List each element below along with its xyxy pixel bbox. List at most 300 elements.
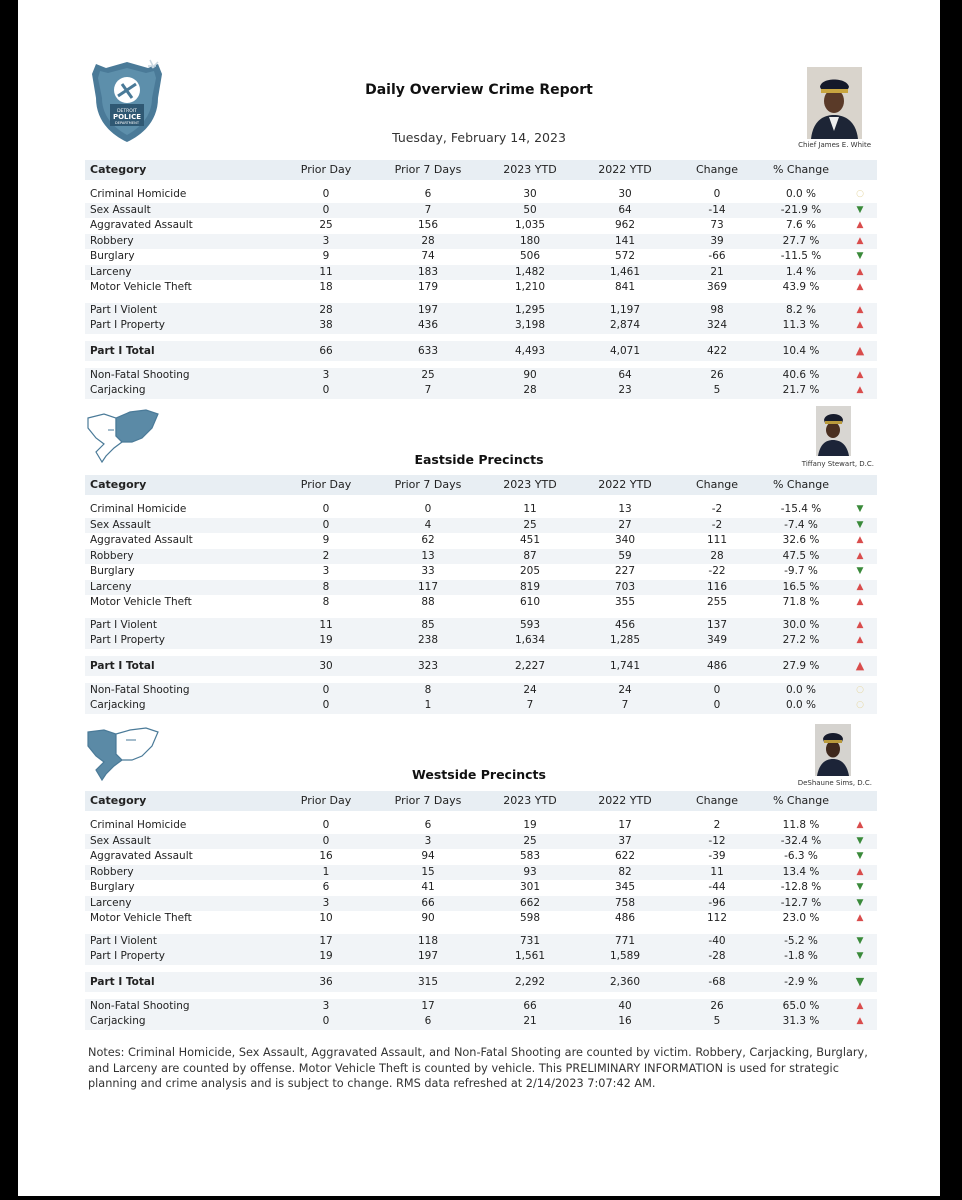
pct-change-cell: 31.3 % [759, 1014, 843, 1030]
category-cell: Part I Property [85, 949, 281, 965]
change-cell: -28 [675, 949, 759, 965]
logo-text-police: POLICE [112, 113, 142, 121]
ytd-2022-cell: 82 [575, 865, 675, 881]
prior-7-days-cell: 117 [371, 580, 485, 596]
pct-change-cell: -32.4 % [759, 834, 843, 850]
prior-7-days-cell: 88 [421, 596, 435, 608]
table-row [85, 187, 877, 203]
ytd-2023-cell: 11 [523, 503, 537, 515]
prior-day-cell: 2 [281, 549, 371, 565]
ytd-2022-cell: 1,741 [575, 656, 675, 676]
column-header: Prior Day [281, 475, 371, 495]
category-cell: Aggravated Assault [90, 850, 193, 862]
trend-down-icon: ▼ [843, 949, 877, 965]
table-row [85, 318, 877, 334]
prior-7-days-cell: 13 [371, 549, 485, 565]
prior-day-cell: 30 [281, 656, 371, 676]
column-header: 2023 YTD [485, 475, 575, 495]
category-cell: Larceny [85, 896, 281, 912]
trend-down-icon: ▼ [856, 882, 864, 892]
pct-change-cell: 8.2 % [759, 303, 843, 319]
prior-7-days-cell: 197 [371, 303, 485, 319]
prior-7-days-cell: 94 [421, 850, 435, 862]
prior-day-cell: 19 [281, 949, 371, 965]
ytd-2023-cell: 50 [485, 203, 575, 219]
change-cell: -39 [708, 850, 726, 862]
trend-up-icon: ▲ [856, 220, 864, 230]
change-cell: 255 [706, 596, 728, 608]
ytd-2023-cell: 180 [485, 234, 575, 250]
table-row [85, 595, 877, 611]
prior-day-cell: 0 [281, 518, 371, 534]
ytd-2022-cell: 64 [575, 368, 675, 384]
trend-flat-icon: ○ [843, 698, 877, 714]
change-cell: 0 [713, 188, 721, 200]
change-cell: 422 [675, 341, 759, 361]
change-cell: 11 [675, 865, 759, 881]
category-cell: Motor Vehicle Theft [90, 281, 192, 293]
ytd-2022-cell: 771 [575, 934, 675, 950]
change-cell: 349 [675, 633, 759, 649]
pct-change-cell: 11.8 % [782, 819, 820, 831]
category-cell: Non-Fatal Shooting [85, 368, 281, 384]
table-row [85, 549, 877, 565]
prior-day-cell: 11 [281, 618, 371, 634]
category-cell: Sex Assault [85, 834, 281, 850]
change-cell: 39 [675, 234, 759, 250]
ytd-2022-cell: 345 [614, 881, 636, 893]
pct-change-cell: 23.0 % [782, 912, 820, 924]
table-row [85, 280, 877, 296]
column-header: Category [85, 160, 281, 180]
prior-7-days-cell: 238 [371, 633, 485, 649]
ytd-2023-cell: 506 [519, 250, 541, 262]
pct-change-cell: 32.6 % [782, 534, 820, 546]
trend-down-icon: ▼ [856, 566, 864, 576]
prior-7-days-cell: 183 [371, 265, 485, 281]
change-cell: 486 [675, 656, 759, 676]
column-header: % Change [759, 791, 843, 811]
ytd-2022-cell: 7 [575, 698, 675, 714]
citywide-table [85, 160, 877, 399]
pct-change-cell: 47.5 % [759, 549, 843, 565]
change-cell: 73 [710, 219, 724, 231]
eastside-commander-caption: Tiffany Stewart, D.C. [801, 460, 874, 468]
table-row [85, 502, 877, 518]
ytd-2022-cell: 16 [575, 1014, 675, 1030]
ytd-2023-cell: 21 [485, 1014, 575, 1030]
category-cell: Part I Violent [85, 303, 281, 319]
change-cell: 137 [675, 618, 759, 634]
trend-up-icon: ▲ [856, 282, 864, 292]
ytd-2023-cell: 93 [485, 865, 575, 881]
category-cell: Sex Assault [85, 203, 281, 219]
column-header: Prior 7 Days [371, 160, 485, 180]
prior-day-cell: 11 [281, 265, 371, 281]
pct-change-cell: 71.8 % [782, 596, 820, 608]
ytd-2022-cell: 340 [614, 534, 636, 546]
spacer-row [85, 296, 877, 303]
prior-day-cell: 0 [322, 819, 330, 831]
table-row [85, 834, 877, 850]
eastside-commander-photo [816, 406, 851, 456]
pct-change-cell: 7.6 % [785, 219, 816, 231]
category-cell: Part I Property [85, 633, 281, 649]
table-row [85, 368, 877, 384]
category-cell: Burglary [90, 881, 135, 893]
ytd-2022-cell: 486 [614, 912, 636, 924]
pct-change-cell: -12.7 % [759, 896, 843, 912]
chief-caption: Chief James E. White [798, 141, 871, 149]
prior-7-days-cell: 62 [421, 534, 435, 546]
change-cell: 112 [706, 912, 728, 924]
trend-up-icon: ▲ [843, 383, 877, 399]
trend-flat-icon: ○ [843, 683, 877, 699]
column-header-trend [843, 160, 877, 180]
trend-up-icon: ▲ [843, 341, 877, 361]
prior-day-cell: 0 [281, 383, 371, 399]
pct-change-cell: 13.4 % [759, 865, 843, 881]
ytd-2022-cell: 227 [614, 565, 636, 577]
westside-commander-caption: DeShaune Sims, D.C. [797, 779, 872, 787]
westside-section-title: Westside Precincts [412, 767, 546, 782]
category-cell: Carjacking [85, 698, 281, 714]
ytd-2022-cell: 30 [618, 188, 632, 200]
eastside-section-title: Eastside Precincts [414, 452, 544, 467]
prior-day-cell: 3 [281, 896, 371, 912]
pct-change-cell: 27.7 % [759, 234, 843, 250]
ytd-2023-cell: 731 [485, 934, 575, 950]
spacer-row [85, 965, 877, 972]
table-row [85, 533, 877, 549]
pct-change-cell: -21.9 % [759, 203, 843, 219]
prior-7-days-cell: 156 [417, 219, 439, 231]
prior-7-days-cell: 85 [371, 618, 485, 634]
change-cell: 28 [675, 549, 759, 565]
category-cell: Non-Fatal Shooting [85, 683, 281, 699]
table-row [85, 518, 877, 534]
table-row [85, 1014, 877, 1030]
prior-day-cell: 9 [322, 250, 330, 262]
prior-7-days-cell: 118 [371, 934, 485, 950]
table-row [85, 303, 877, 319]
prior-day-cell: 0 [281, 683, 371, 699]
prior-7-days-cell: 315 [371, 972, 485, 992]
pct-change-cell: 1.4 % [759, 265, 843, 281]
ytd-2023-cell: 662 [485, 896, 575, 912]
table-row [85, 911, 877, 927]
spacer-row [85, 811, 877, 818]
change-cell: 21 [675, 265, 759, 281]
trend-up-icon: ▲ [856, 913, 864, 923]
trend-up-icon: ▲ [843, 318, 877, 334]
pct-change-cell: 16.5 % [759, 580, 843, 596]
pct-change-cell: 30.0 % [759, 618, 843, 634]
change-cell: -2 [711, 503, 723, 515]
ytd-2022-cell: 622 [614, 850, 636, 862]
category-cell: Robbery [85, 234, 281, 250]
table-header-row [85, 475, 877, 495]
column-header: Change [675, 475, 759, 495]
trend-down-icon: ▼ [843, 934, 877, 950]
category-cell: Part I Property [85, 318, 281, 334]
change-cell: -66 [708, 250, 726, 262]
prior-day-cell: 36 [281, 972, 371, 992]
ytd-2023-cell: 2,227 [485, 656, 575, 676]
ytd-2023-cell: 3,198 [485, 318, 575, 334]
ytd-2023-cell: 1,634 [485, 633, 575, 649]
prior-7-days-cell: 6 [424, 188, 432, 200]
ytd-2023-cell: 583 [519, 850, 541, 862]
column-header: Change [675, 791, 759, 811]
ytd-2023-cell: 25 [485, 834, 575, 850]
ytd-2022-cell: 456 [575, 618, 675, 634]
westside-table [85, 791, 877, 1030]
category-cell: Part I Violent [85, 934, 281, 950]
chief-photo [807, 67, 862, 139]
trend-down-icon: ▼ [843, 518, 877, 534]
ytd-2022-cell: 141 [575, 234, 675, 250]
ytd-2022-cell: 962 [614, 219, 636, 231]
ytd-2023-cell: 30 [523, 188, 537, 200]
table-row [85, 234, 877, 250]
ytd-2022-cell: 37 [575, 834, 675, 850]
change-cell: 324 [675, 318, 759, 334]
category-cell: Criminal Homicide [90, 503, 187, 515]
column-header: Prior 7 Days [371, 475, 485, 495]
trend-down-icon: ▼ [843, 972, 877, 992]
logo-text-detroit: DETROIT [117, 109, 137, 114]
prior-7-days-cell: 66 [371, 896, 485, 912]
prior-7-days-cell: 197 [371, 949, 485, 965]
pct-change-cell: 0.0 % [759, 698, 843, 714]
table-row [85, 972, 877, 992]
category-cell: Motor Vehicle Theft [90, 912, 192, 924]
category-cell: Part I Total [85, 972, 281, 992]
category-cell: Aggravated Assault [90, 219, 193, 231]
change-cell: -14 [675, 203, 759, 219]
table-row [85, 383, 877, 399]
ytd-2022-cell: 64 [575, 203, 675, 219]
ytd-2023-cell: 451 [519, 534, 541, 546]
table-row [85, 849, 877, 865]
category-cell: Robbery [85, 549, 281, 565]
prior-7-days-cell: 179 [417, 281, 439, 293]
trend-down-icon: ▼ [856, 504, 864, 514]
prior-day-cell: 17 [281, 934, 371, 950]
trend-up-icon: ▲ [856, 820, 864, 830]
pct-change-cell: -6.3 % [784, 850, 818, 862]
report-date: Tuesday, February 14, 2023 [392, 130, 566, 145]
pct-change-cell: 27.9 % [759, 656, 843, 676]
ytd-2022-cell: 59 [575, 549, 675, 565]
change-cell: -96 [675, 896, 759, 912]
change-cell: -44 [708, 881, 726, 893]
column-header: 2023 YTD [485, 791, 575, 811]
prior-7-days-cell: 8 [371, 683, 485, 699]
prior-7-days-cell: 1 [371, 698, 485, 714]
spacer-row [85, 649, 877, 656]
prior-7-days-cell: 6 [371, 1014, 485, 1030]
ytd-2023-cell: 1,561 [485, 949, 575, 965]
ytd-2022-cell: 23 [575, 383, 675, 399]
table-row [85, 818, 877, 834]
pct-change-cell: -11.5 % [780, 250, 822, 262]
pct-change-cell: -15.4 % [780, 503, 822, 515]
ytd-2023-cell: 28 [485, 383, 575, 399]
pct-change-cell: 65.0 % [759, 999, 843, 1015]
ytd-2023-cell: 24 [485, 683, 575, 699]
ytd-2022-cell: 355 [614, 596, 636, 608]
prior-7-days-cell: 74 [421, 250, 435, 262]
trend-up-icon: ▲ [843, 999, 877, 1015]
ytd-2022-cell: 1,461 [575, 265, 675, 281]
column-header: Change [675, 160, 759, 180]
trend-down-icon: ▼ [856, 251, 864, 261]
ytd-2023-cell: 7 [485, 698, 575, 714]
change-cell: -2 [675, 518, 759, 534]
spacer-row [85, 992, 877, 999]
prior-day-cell: 25 [319, 219, 333, 231]
ytd-2023-cell: 90 [485, 368, 575, 384]
ytd-2022-cell: 1,285 [575, 633, 675, 649]
spacer-row [85, 361, 877, 368]
prior-day-cell: 18 [319, 281, 333, 293]
category-cell: Motor Vehicle Theft [90, 596, 192, 608]
spacer-row [85, 495, 877, 502]
report-page [18, 0, 940, 1196]
column-header-trend [843, 475, 877, 495]
logo-text-department: DEPARTMENT [114, 121, 140, 125]
category-cell: Burglary [90, 565, 135, 577]
category-cell: Criminal Homicide [90, 188, 187, 200]
table-row [85, 618, 877, 634]
table-row [85, 564, 877, 580]
prior-day-cell: 0 [281, 203, 371, 219]
ytd-2023-cell: 1,482 [485, 265, 575, 281]
category-cell: Criminal Homicide [90, 819, 187, 831]
ytd-2022-cell: 4,071 [575, 341, 675, 361]
column-header: % Change [759, 160, 843, 180]
change-cell: -22 [708, 565, 726, 577]
trend-down-icon: ▼ [843, 896, 877, 912]
prior-7-days-cell: 90 [421, 912, 435, 924]
change-cell: 111 [706, 534, 728, 546]
column-header: 2022 YTD [575, 160, 675, 180]
ytd-2022-cell: 13 [618, 503, 632, 515]
trend-up-icon: ▲ [843, 633, 877, 649]
change-cell: 98 [675, 303, 759, 319]
ytd-2022-cell: 841 [614, 281, 636, 293]
trend-down-icon: ▼ [843, 834, 877, 850]
report-notes: Notes: Criminal Homicide, Sex Assault, Aggravated Assault, and Non-Fatal Shooting are counted by victim. Robbery, Carjacking, Burglary, and Larceny are counted by offense. Motor Vehicle Theft is counted by vehicle. This PRELIMINARY INFORMATION is used for strategic planning and crime analysis and is subject to change. RMS data refreshed at 2/14/2023 7:07:42 AM. [88, 1046, 868, 1090]
prior-day-cell: 10 [319, 912, 333, 924]
pct-change-cell: 27.2 % [759, 633, 843, 649]
trend-up-icon: ▲ [843, 618, 877, 634]
prior-7-days-cell: 4 [371, 518, 485, 534]
table-row [85, 865, 877, 881]
table-row [85, 633, 877, 649]
prior-day-cell: 28 [281, 303, 371, 319]
ytd-2023-cell: 205 [519, 565, 541, 577]
ytd-2023-cell: 610 [519, 596, 541, 608]
prior-day-cell: 8 [322, 596, 330, 608]
ytd-2022-cell: 27 [575, 518, 675, 534]
ytd-2022-cell: 572 [614, 250, 636, 262]
column-header: Prior 7 Days [371, 791, 485, 811]
change-cell: 5 [675, 1014, 759, 1030]
trend-flat-icon: ○ [856, 189, 864, 199]
prior-day-cell: 0 [281, 1014, 371, 1030]
trend-up-icon: ▲ [856, 597, 864, 607]
change-cell: 2 [713, 819, 721, 831]
column-header: Prior Day [281, 160, 371, 180]
pct-change-cell: 10.4 % [759, 341, 843, 361]
ytd-2023-cell: 598 [519, 912, 541, 924]
column-header: 2022 YTD [575, 791, 675, 811]
trend-up-icon: ▲ [843, 580, 877, 596]
table-row [85, 896, 877, 912]
column-header: 2023 YTD [485, 160, 575, 180]
table-row [85, 698, 877, 714]
prior-7-days-cell: 15 [371, 865, 485, 881]
ytd-2022-cell: 2,360 [575, 972, 675, 992]
column-header: % Change [759, 475, 843, 495]
ytd-2023-cell: 4,493 [485, 341, 575, 361]
pct-change-cell: -2.9 % [759, 972, 843, 992]
prior-7-days-cell: 633 [371, 341, 485, 361]
change-cell: 26 [675, 999, 759, 1015]
pct-change-cell: -7.4 % [759, 518, 843, 534]
prior-day-cell: 66 [281, 341, 371, 361]
pct-change-cell: -12.8 % [780, 881, 822, 893]
prior-7-days-cell: 33 [421, 565, 435, 577]
column-header: Prior Day [281, 791, 371, 811]
trend-up-icon: ▲ [856, 535, 864, 545]
pct-change-cell: 0.0 % [759, 683, 843, 699]
category-cell: Larceny [85, 580, 281, 596]
category-cell: Carjacking [85, 1014, 281, 1030]
pct-change-cell: 43.9 % [782, 281, 820, 293]
pct-change-cell: 0.0 % [785, 188, 816, 200]
ytd-2023-cell: 593 [485, 618, 575, 634]
table-row [85, 949, 877, 965]
prior-7-days-cell: 436 [371, 318, 485, 334]
change-cell: 116 [675, 580, 759, 596]
pct-change-cell: 11.3 % [759, 318, 843, 334]
table-row [85, 999, 877, 1015]
ytd-2022-cell: 703 [575, 580, 675, 596]
trend-up-icon: ▲ [843, 234, 877, 250]
ytd-2023-cell: 66 [485, 999, 575, 1015]
ytd-2023-cell: 1,210 [514, 281, 546, 293]
table-header-row [85, 791, 877, 811]
spacer-row [85, 334, 877, 341]
prior-7-days-cell: 25 [371, 368, 485, 384]
spacer-row [85, 611, 877, 618]
trend-up-icon: ▲ [843, 865, 877, 881]
category-cell: Carjacking [85, 383, 281, 399]
category-cell: Part I Violent [85, 618, 281, 634]
category-cell: Aggravated Assault [90, 534, 193, 546]
prior-7-days-cell: 323 [371, 656, 485, 676]
prior-day-cell: 0 [281, 698, 371, 714]
ytd-2022-cell: 1,589 [575, 949, 675, 965]
ytd-2022-cell: 2,874 [575, 318, 675, 334]
trend-up-icon: ▲ [843, 368, 877, 384]
spacer-row [85, 927, 877, 934]
trend-down-icon: ▼ [843, 203, 877, 219]
